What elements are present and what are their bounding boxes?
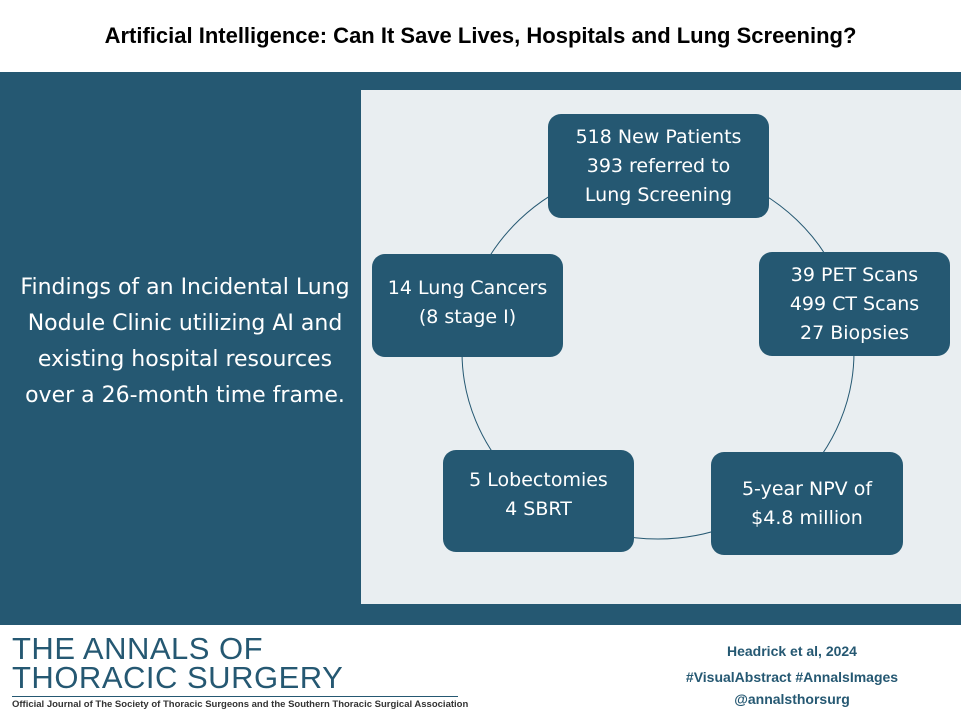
node-lung-cancers [372,254,563,357]
node-lung-cancers-line1: 14 Lung Cancers [387,277,548,299]
node-treatments-line2: 4 SBRT [505,498,572,520]
hashtags: #VisualAbstract #AnnalsImages [685,669,899,685]
citation: Headrick et al, 2024 [727,643,857,659]
node-npv-line2: $4.8 million [751,506,863,529]
node-new-patients-line3: Lung Screening [584,183,733,206]
journal-tagline: Official Journal of The Society of Thoracic Surgeons and the Southern Thoracic Surgical Association [12,699,469,710]
node-scans-line1: 39 PET Scans [790,263,919,286]
journal-name-line2: THORACIC SURGERY [12,660,344,695]
citation-block [642,640,942,710]
node-npv [711,452,903,555]
node-lung-cancers-line2: (8 stage I) [418,306,517,328]
page-title: Artificial Intelligence: Can It Save Lives, Hospitals and Lung Screening? [104,23,857,48]
node-scans [759,252,950,356]
journal-logo [12,631,469,710]
node-new-patients-line2: 393 referred to [586,154,731,177]
node-treatments [443,450,634,552]
node-new-patients-line1: 518 New Patients [575,125,742,148]
social-handle: @annalsthorsurg [734,691,850,707]
node-treatments-line1: 5 Lobectomies [469,469,608,491]
journal-name-line1: THE ANNALS OF [12,631,264,666]
node-scans-line3: 27 Biopsies [800,321,909,344]
node-npv-line1: 5-year NPV of [741,477,873,500]
node-new-patients [548,114,769,218]
summary-text: Findings of an Incidental Lung Nodule Clinic utilizing AI and existing hospital resources over a 26-month time frame. [20,275,350,408]
journal-divider [12,696,458,697]
node-scans-line2: 499 CT Scans [789,292,920,315]
